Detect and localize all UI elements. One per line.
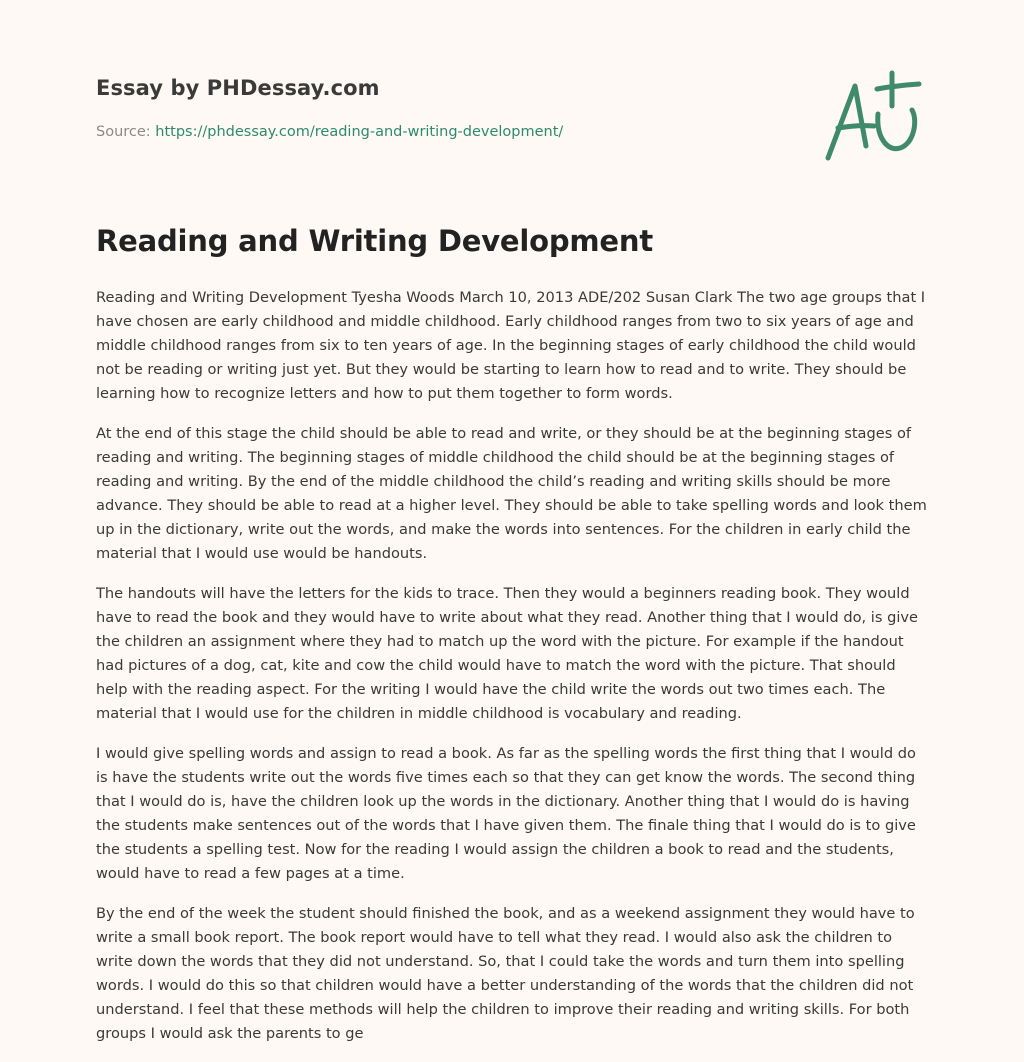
source-link[interactable]: https://phdessay.com/reading-and-writing-development/: [155, 124, 564, 140]
essay-paragraph: The handouts will have the letters for the kids to trace. Then they would a beginners reading book. They would have to read the book and they would have to write about what they read. Another thing that I would do, is give the children an assignment where they had to match up the word with the picture. For example if the handout had pictures of a dog, cat, kite and cow the child would have to match the word with the picture. That should help with the reading aspect. For the writing I would have the child write the words out two times each. The material that I would use for the children in middle childhood is vocabulary and reading.: [96, 585, 919, 722]
essay-title: Reading and Writing Development: [96, 224, 653, 258]
a-plus-grade-icon: [822, 68, 928, 164]
essay-paragraph: By the end of the week the student should finished the book, and as a weekend assignment they would have to write a small book report. The book report would have to tell what they read. I would also ask the children to write down the words that they did not understand. So, that I could take the words and turn them into spelling words. I would do this so that children would have a better understanding of the words that the children did not understand. I feel that these methods will help the children to improve their reading and writing skills. For both groups I would ask the parents to ge: [96, 905, 915, 1042]
essay-paragraph: I would give spelling words and assign to read a book. As far as the spelling words the first thing that I would do is have the students write out the words five times each so that they can get know the words. The second thing that I would do is, have the children look up the words in the dictionary. Another thing that I would do is having the students make sentences out of the words that I have given them. The finale thing that I would do is to give the students a spelling test. Now for the reading I would assign the children a book to read and the students, would have to read a few pages at a time.: [96, 745, 916, 882]
source-label: Source:: [96, 124, 151, 140]
essay-paragraph: Reading and Writing Development Tyesha Woods March 10, 2013 ADE/202 Susan Clark The two age groups that I have chosen are early childhood and middle childhood. Early childhood ranges from two to six years of age and middle childhood ranges from six to ten years of age. In the beginning stages of early childhood the child would not be reading or writing just yet. But they would be starting to learn how to read and to write. They should be learning how to recognize letters and how to put them together to form words.: [96, 289, 926, 402]
essay-paragraph: At the end of this stage the child should be able to read and write, or they should be at the beginning stages of reading and writing. The beginning stages of middle childhood the child should be at the beginning stages of reading and writing. By the end of the middle childhood the child’s reading and writing skills should be more advance. They should be able to read at a higher level. They should be able to take spelling words and look them up in the dictionary, write out the words, and make the words into sentences. For the children in early child the material that I would use would be handouts.: [96, 425, 927, 562]
source-line: [96, 124, 563, 140]
site-brand: Essay by PHDessay.com: [96, 76, 380, 100]
essay-body: [96, 286, 928, 1062]
